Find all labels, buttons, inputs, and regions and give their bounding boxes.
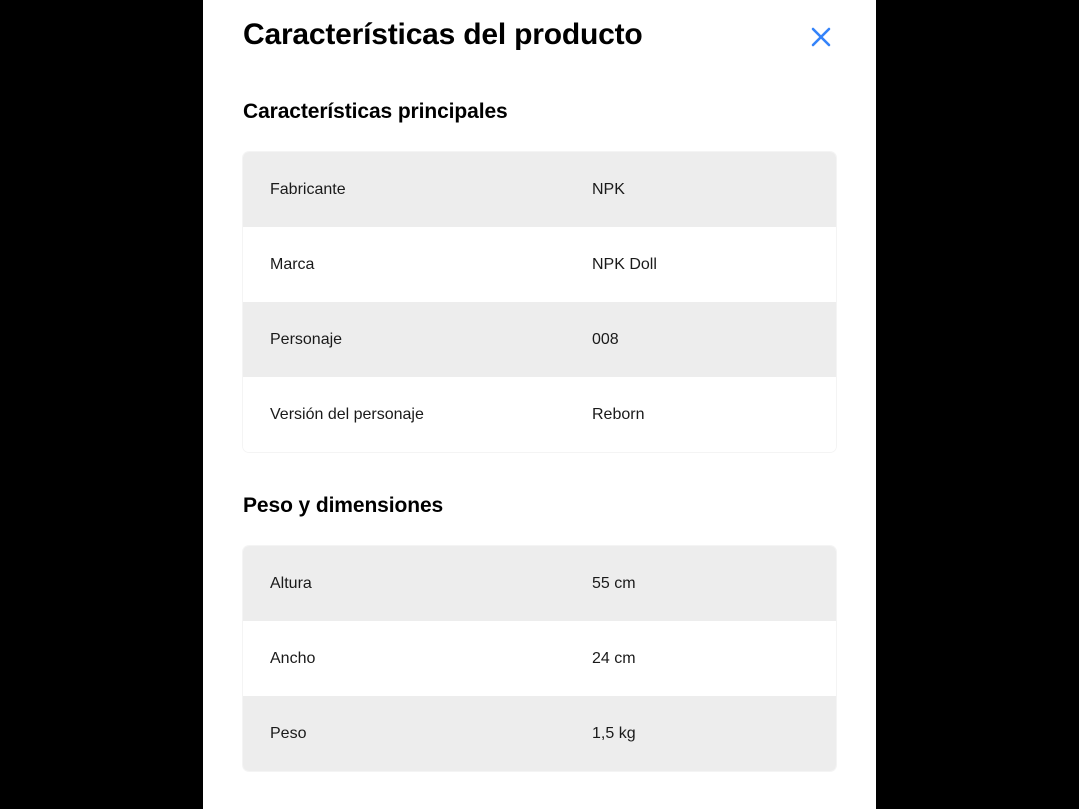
modal-content bbox=[203, 99, 876, 771]
specs-table-main bbox=[243, 152, 836, 452]
modal-header bbox=[203, 0, 876, 56]
table-row bbox=[243, 621, 836, 696]
table-row bbox=[243, 227, 836, 302]
spec-value: 1,5 kg bbox=[592, 724, 636, 742]
specs-table-dimensions bbox=[243, 546, 836, 771]
section-main-features bbox=[243, 99, 836, 452]
spec-value: 008 bbox=[592, 330, 619, 348]
table-row bbox=[243, 696, 836, 771]
spec-key: Personaje bbox=[270, 330, 343, 348]
spec-value: 24 cm bbox=[592, 649, 636, 667]
table-row bbox=[243, 377, 836, 452]
product-features-modal bbox=[203, 0, 876, 809]
close-icon bbox=[808, 24, 834, 50]
spec-key: Altura bbox=[270, 574, 312, 592]
table-row bbox=[243, 546, 836, 621]
section-title: Peso y dimensiones bbox=[243, 494, 444, 517]
page-title: Características del producto bbox=[243, 18, 643, 51]
spec-key: Ancho bbox=[270, 649, 316, 667]
spec-key: Peso bbox=[270, 724, 307, 742]
close-button[interactable] bbox=[806, 22, 836, 52]
spec-key: Versión del personaje bbox=[270, 405, 424, 423]
spec-value: NPK bbox=[592, 180, 625, 198]
spec-key: Fabricante bbox=[270, 180, 346, 198]
table-row bbox=[243, 152, 836, 227]
section-weight-dimensions bbox=[243, 493, 836, 771]
spec-key: Marca bbox=[270, 255, 315, 273]
section-title: Características principales bbox=[243, 100, 508, 123]
table-row bbox=[243, 302, 836, 377]
spec-value: NPK Doll bbox=[592, 255, 657, 273]
spec-value: Reborn bbox=[592, 405, 645, 423]
spec-value: 55 cm bbox=[592, 574, 636, 592]
